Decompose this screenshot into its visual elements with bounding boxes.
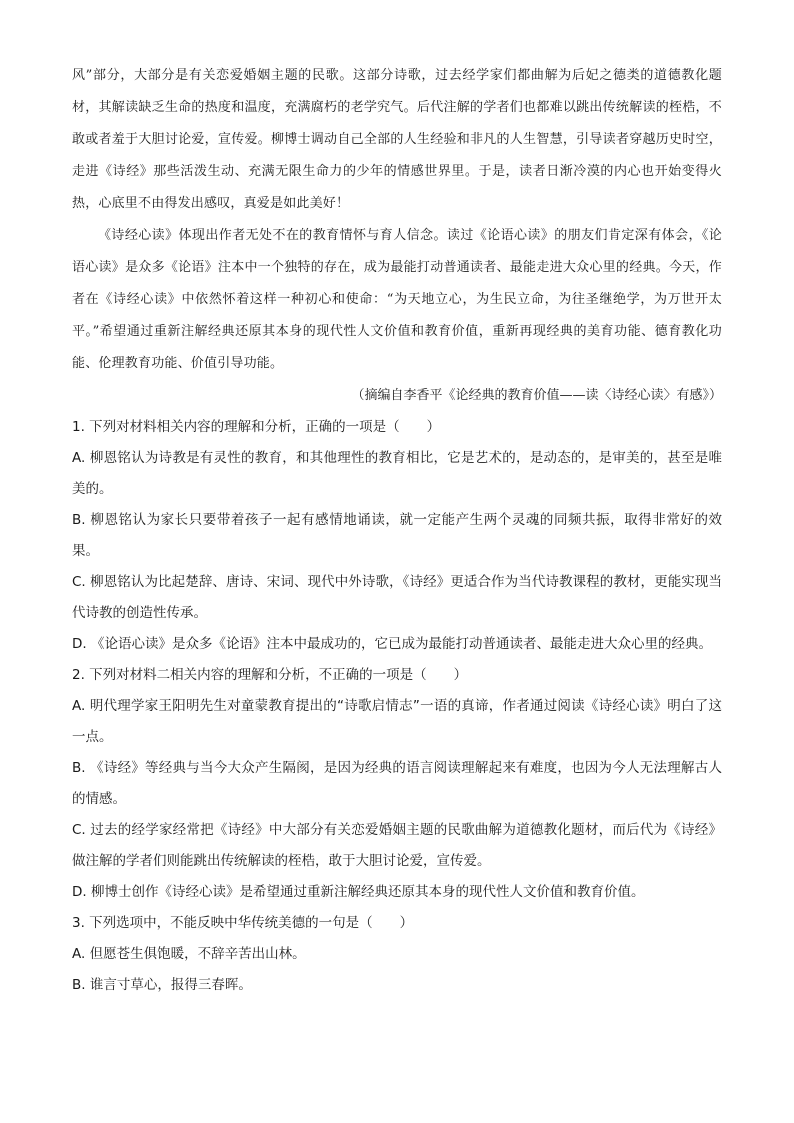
- option-d: D. 柳博士创作《诗经心读》是希望通过重新注解经典还原其本身的现代性人文价值和教育价值。: [72, 884, 645, 900]
- option-b: B. 谁言寸草心，报得三春晖。: [72, 977, 252, 993]
- passage-paragraph-2: 《诗经心读》体现出作者无处不在的教育情怀与育人信念。读过《论语心读》的朋友们肯定深有体会，《论语心读》是众多《论语》注本中一个独特的存在，成为最能打动普通读者、最能走进大众心里的经典。今天，作者在《诗经心读》中依然怀着这样一种初心和使命：“为天地立心，为生民立命，为往圣继绝学，为万世开太平。”希望通过重新注解经典还原其本身的现代性人文价值和教育价值，重新再现经典的美育功能、德育教化功能、伦理教育功能、价值引导功能。: [72, 228, 722, 371]
- option-b: B. 柳恩铭认为家长只要带着孩子一起有感情地诵读，就一定能产生两个灵魂的同频共振，取得非常好的效果。: [72, 512, 722, 559]
- question-1: [72, 412, 722, 660]
- question-3: [72, 908, 722, 1001]
- option-a: A. 柳恩铭认为诗教是有灵性的教育，和其他理性的教育相比，它是艺术的，是动态的，是审美的，甚至是唯美的。: [72, 450, 722, 497]
- question-stem: 3. 下列选项中，不能反映中华传统美德的一句是（ ）: [72, 915, 414, 931]
- passage-paragraph-1: 风”部分，大部分是有关恋爱婚姻主题的民歌。这部分诗歌，过去经学家们都曲解为后妃之德类的道德教化题材，其解读缺乏生命的热度和温度，充满腐朽的老学究气。后代注解的学者们也都难以跳出传统解读的桎梏，不敢或者羞于大胆讨论爱，宣传爱。柳博士调动自己全部的人生经验和非凡的人生智慧，引导读者穿越历史时空，走进《诗经》那些活泼生动、充满无限生命力的少年的情感世界里。于是，读者日渐冷漠的内心也开始变得火热，心底里不由得发出感叹，真爱是如此美好！: [72, 68, 722, 211]
- option-a: A. 明代理学家王阳明先生对童蒙教育提出的“诗歌启情志”一语的真谛，作者通过阅读《诗经心读》明白了这一点。: [72, 698, 722, 745]
- option-c: C. 柳恩铭认为比起楚辞、唐诗、宋词、现代中外诗歌，《诗经》更适合作为当代诗教课程的教材，更能实现当代诗教的创造性传承。: [72, 574, 722, 621]
- question-stem: 2. 下列对材料二相关内容的理解和分析，不正确的一项是（ ）: [72, 667, 468, 683]
- exam-page: [72, 60, 722, 1001]
- passage-citation: （摘编自李香平《论经典的教育价值——读〈诗经心读〉有感》）: [351, 388, 722, 403]
- option-b: B. 《诗经》等经典与当今大众产生隔阂，是因为经典的语言阅读理解起来有难度，也因为今人无法理解古人的情感。: [72, 760, 722, 807]
- option-d: D. 《论语心读》是众多《论语》注本中最成功的，它已成为最能打动普通读者、最能走进大众心里的经典。: [72, 636, 712, 652]
- option-c: C. 过去的经学家经常把《诗经》中大部分有关恋爱婚姻主题的民歌曲解为道德教化题材，而后代为《诗经》做注解的学者们则能跳出传统解读的桎梏，敢于大胆讨论爱，宣传爱。: [72, 822, 722, 869]
- question-2: [72, 660, 722, 908]
- question-stem: 1. 下列对材料相关内容的理解和分析，正确的一项是（ ）: [72, 419, 441, 435]
- option-a: A. 但愿苍生俱饱暖，不辞辛苦出山林。: [72, 946, 306, 962]
